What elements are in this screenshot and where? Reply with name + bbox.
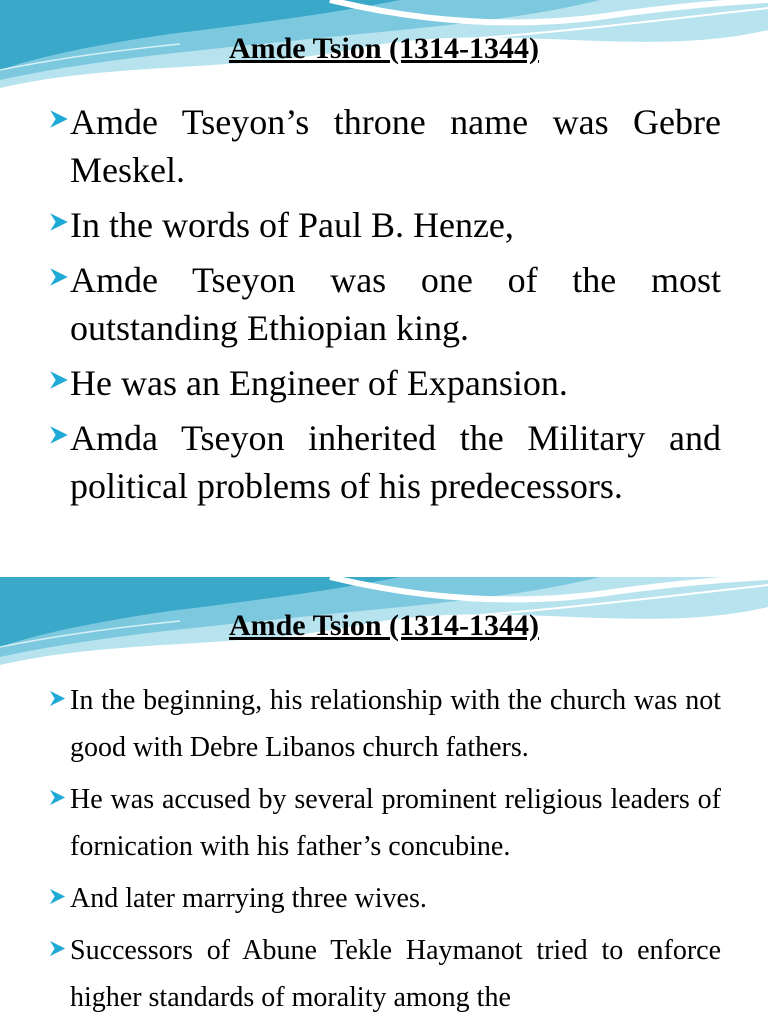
arrow-bullet-icon <box>48 369 70 391</box>
slide-separator <box>0 548 768 577</box>
bullet-text: In the words of Paul B. Henze, <box>70 205 514 245</box>
slide-2 <box>0 577 768 1024</box>
bullet-text: Amde Tseyon’s throne name was Gebre Meskel. <box>70 102 721 190</box>
bullet-text: Amde Tseyon was one of the most outstanding Ethiopian king. <box>70 260 721 348</box>
bullet-text: In the beginning, his relationship with the church was not good with Debre Libanos church fathers. <box>70 685 721 763</box>
arrow-bullet-icon <box>48 424 70 446</box>
bullet-list <box>48 98 721 517</box>
arrow-bullet-icon <box>48 108 70 130</box>
list-item <box>48 359 721 407</box>
slide-title: Amde Tsion (1314-1344) <box>228 32 540 65</box>
bullet-list <box>48 677 721 1024</box>
list-item <box>48 776 721 870</box>
arrow-bullet-icon <box>48 266 70 288</box>
list-item <box>48 677 721 771</box>
slide-title: Amde Tsion (1314-1344) <box>228 609 540 642</box>
arrow-bullet-icon <box>48 887 67 906</box>
bullet-text: He was an Engineer of Expansion. <box>70 363 568 403</box>
list-item <box>48 875 721 922</box>
list-item <box>48 414 721 510</box>
list-item <box>48 256 721 352</box>
list-item <box>48 927 721 1021</box>
arrow-bullet-icon <box>48 211 70 233</box>
bullet-text: Amda Tseyon inherited the Military and political problems of his predecessors. <box>70 418 721 506</box>
arrow-bullet-icon <box>48 939 67 958</box>
list-item <box>48 98 721 194</box>
bullet-text: He was accused by several prominent religious leaders of fornication with his father’s concubine. <box>70 784 721 862</box>
list-item <box>48 201 721 249</box>
arrow-bullet-icon <box>48 689 67 708</box>
bullet-text: Successors of Abune Tekle Haymanot tried to enforce higher standards of morality among the <box>70 935 721 1013</box>
bullet-text: And later marrying three wives. <box>70 883 427 914</box>
arrow-bullet-icon <box>48 788 67 807</box>
